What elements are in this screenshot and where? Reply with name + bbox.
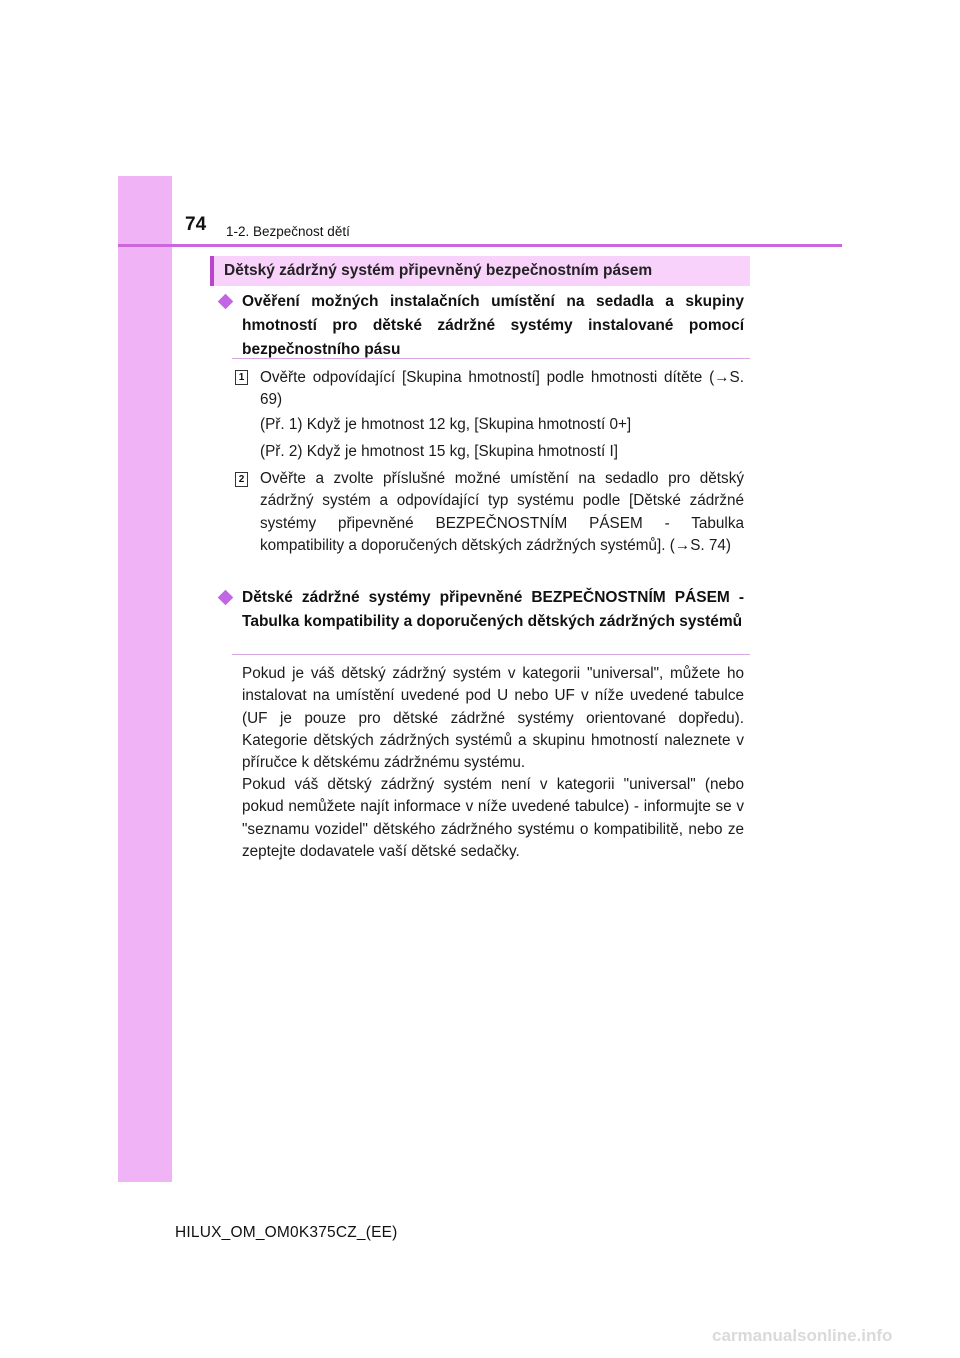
subsection-rule	[232, 654, 750, 655]
box-title-accent-bar	[210, 256, 214, 286]
step-2-text: Ověřte a zvolte příslušné možné umístění na sedadlo pro dětský zádržný systém a odpovídající typ systému podle [Dětské zádržné systémy připevněné BEZPEČNOSTNÍM PÁSEM - Tabulka kompatibility a doporučených dětských zádržných systémů]. (→S. 74)	[260, 470, 744, 554]
box-title-text: Dětský zádržný systém připevněný bezpečnostním pásem	[224, 262, 653, 279]
subsection-rule	[232, 358, 750, 359]
watermark: carmanualsonline.info	[712, 1326, 893, 1345]
step-badge-2: 2	[235, 472, 248, 487]
subsection-heading-installation	[220, 290, 744, 362]
header-rule	[118, 244, 842, 247]
section-title: 1-2. Bezpečnost dětí	[226, 224, 350, 239]
side-color-band	[118, 176, 172, 1182]
compatibility-paragraph-1: Pokud je váš dětský zádržný systém v kategorii "universal", můžete ho instalovat na umístění uvedené pod U nebo UF v níže uvedené tabulce (UF je pouze pro dětské zádržné systémy orientované dopředu). Kategorie dětských zádržných systémů a skupinu hmotností naleznete v příručce k dětskému zádržnému systému.	[242, 665, 744, 772]
document-code-footer: HILUX_OM_OM0K375CZ_(EE)	[175, 1224, 398, 1241]
step-1-text: Ověřte odpovídající [Skupina hmotností] podle hmotnosti dítěte (→S. 69)	[260, 369, 744, 409]
compatibility-paragraph-2: Pokud váš dětský zádržný systém není v kategorii "universal" (nebo pokud nemůžete najít informace v níže uvedené tabulce) - informujte se v "seznamu vozidel" dětského zádržného systému o kompatibilitě, nebo ze zeptejte dodavatele vaší dětské sedačky.	[242, 776, 744, 860]
subsection-heading-compatibility	[220, 586, 744, 634]
box-title	[210, 256, 750, 286]
example-2: (Př. 2) Když je hmotnost 15 kg, [Skupina hmotností I]	[260, 443, 618, 460]
example-1: (Př. 1) Když je hmotnost 12 kg, [Skupina hmotností 0+]	[260, 416, 632, 433]
subsection-heading-text: Dětské zádržné systémy připevněné BEZPEČNOSTNÍM PÁSEM - Tabulka kompatibility a doporučených dětských zádržných systémů	[242, 589, 744, 630]
subsection-heading-text: Ověření možných instalačních umístění na sedadla a skupiny hmotností pro dětské zádržné systémy instalované pomocí bezpečnostního pásu	[242, 293, 744, 358]
step-badge-1: 1	[235, 370, 248, 385]
page-number: 74	[185, 214, 207, 235]
